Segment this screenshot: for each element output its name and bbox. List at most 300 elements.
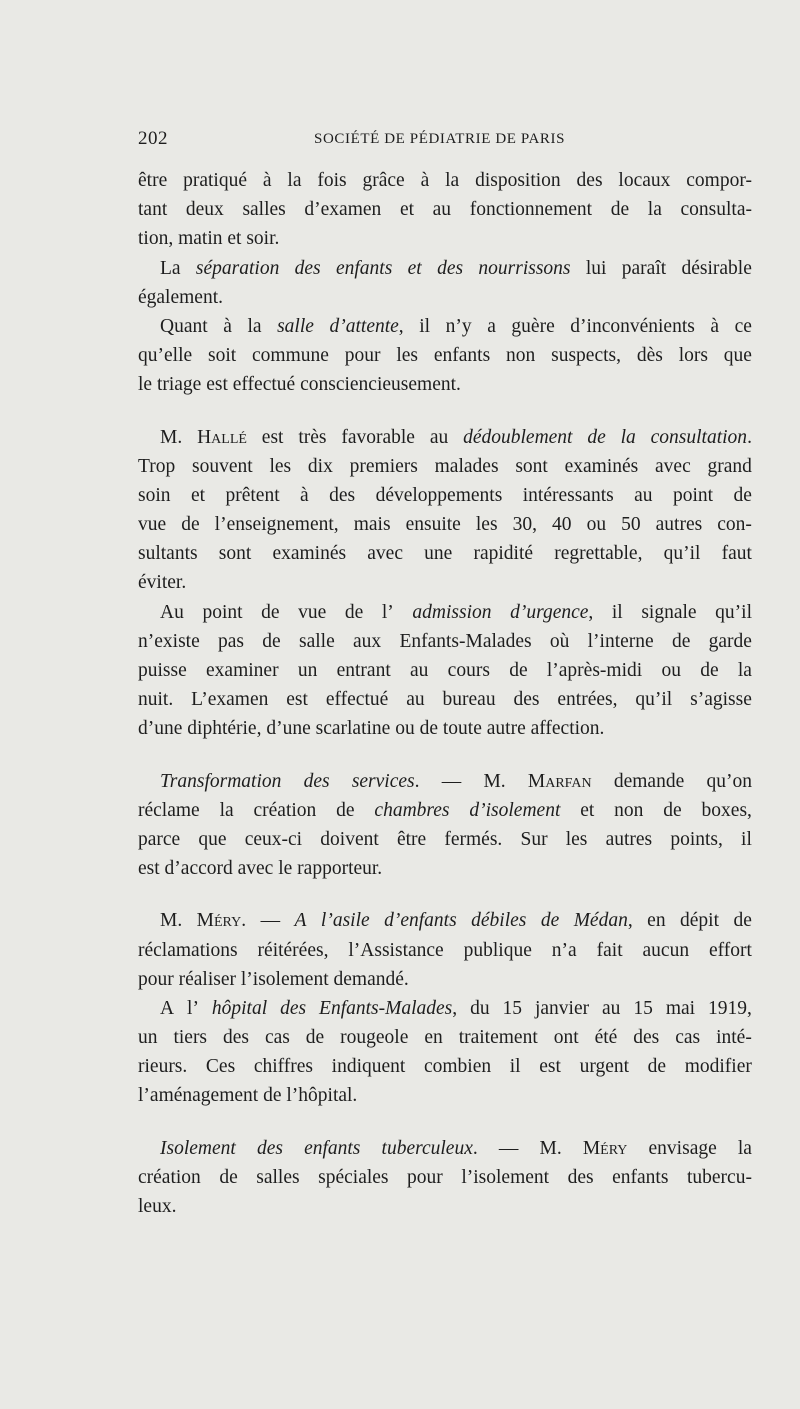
text-line xyxy=(138,598,752,627)
word: tion, xyxy=(138,228,174,250)
word: création xyxy=(138,1166,201,1188)
word: le xyxy=(138,374,153,396)
word: suspects, xyxy=(551,345,621,367)
page-number: 202 xyxy=(138,128,168,149)
text-line xyxy=(138,825,752,854)
word: , xyxy=(588,601,594,623)
word: chiffres xyxy=(253,1056,314,1078)
word: et xyxy=(227,228,242,250)
word: la xyxy=(737,660,752,681)
word: avec xyxy=(367,543,403,565)
word: commune xyxy=(252,345,329,367)
text-line xyxy=(138,1192,752,1221)
word: — xyxy=(441,770,462,792)
word: M. xyxy=(483,770,506,792)
word: Au xyxy=(160,601,184,623)
text-line xyxy=(138,936,752,965)
word: création xyxy=(253,799,317,821)
word: est xyxy=(138,858,160,880)
word: été xyxy=(594,1027,618,1049)
word: . xyxy=(241,910,247,932)
word: la xyxy=(737,1137,752,1159)
word xyxy=(510,598,593,627)
word: l’ xyxy=(187,997,199,1019)
word: vue xyxy=(138,514,167,536)
word: débiles xyxy=(471,910,527,932)
word: rieurs. xyxy=(138,1056,188,1078)
word: consciencieusement. xyxy=(300,374,461,396)
word: regrettable, xyxy=(554,543,643,565)
word: , xyxy=(627,910,633,932)
word: non xyxy=(506,345,536,367)
word: signale xyxy=(641,601,697,623)
word: tubercu- xyxy=(686,1166,752,1188)
paragraph xyxy=(138,166,752,254)
word: l’asile xyxy=(320,910,370,932)
word: Marfan xyxy=(527,770,592,792)
word: les xyxy=(565,828,588,850)
word: séparation xyxy=(195,257,280,279)
word xyxy=(651,423,752,452)
word xyxy=(197,906,246,935)
word: ou xyxy=(661,660,681,681)
word: , xyxy=(398,315,404,337)
word: pour xyxy=(344,345,381,367)
text-line xyxy=(138,656,752,685)
word: être xyxy=(138,170,168,191)
word: A xyxy=(294,910,307,932)
word: tiers xyxy=(173,1027,208,1049)
word: grâce xyxy=(362,170,405,191)
word: éviter. xyxy=(138,572,187,594)
word: aucun xyxy=(642,939,690,961)
paragraph xyxy=(138,254,752,312)
word: parce xyxy=(138,828,181,850)
word: est xyxy=(261,426,284,448)
word: est xyxy=(206,374,228,396)
word: où xyxy=(549,630,570,652)
word xyxy=(574,906,633,935)
word: à xyxy=(262,170,272,191)
word: lors xyxy=(678,345,708,367)
text-line xyxy=(138,452,752,481)
word: à xyxy=(223,315,232,337)
paragraph xyxy=(138,423,752,598)
word: l’aménagement xyxy=(138,1085,259,1107)
word: soin xyxy=(138,484,171,506)
word: nuit. xyxy=(138,689,174,711)
word: qu’il xyxy=(635,689,673,711)
word: rapporteur. xyxy=(297,858,383,880)
text-line xyxy=(138,1081,752,1110)
word: envisage xyxy=(648,1137,717,1159)
word: autre xyxy=(486,718,526,740)
word: pas xyxy=(218,630,245,652)
word: soir. xyxy=(246,228,280,250)
word: salle xyxy=(298,630,335,652)
word: M. xyxy=(539,1137,562,1159)
word: dépit xyxy=(680,910,720,932)
word: enfants xyxy=(304,1137,361,1159)
word: nourrissons xyxy=(478,257,571,279)
body-text xyxy=(138,166,752,1221)
word: urgent xyxy=(579,1056,630,1078)
word: L’examen xyxy=(191,689,269,711)
text-line xyxy=(138,568,752,597)
word: garde xyxy=(708,630,752,652)
word: des xyxy=(222,1027,249,1049)
word: Isolement xyxy=(160,1137,236,1159)
word: consulta- xyxy=(680,199,752,221)
word: fois xyxy=(317,170,347,191)
word: de xyxy=(305,1027,325,1049)
word: l’interne xyxy=(587,630,654,652)
word: guère xyxy=(511,315,555,337)
word: Transformation xyxy=(160,770,282,792)
text-line xyxy=(138,312,752,341)
word: de xyxy=(610,199,630,221)
word: est xyxy=(539,1056,561,1078)
word: et xyxy=(407,257,422,279)
word: au xyxy=(429,426,449,448)
word: janvier xyxy=(534,997,590,1019)
word: aux xyxy=(353,630,382,652)
word: la xyxy=(647,199,662,221)
word: et xyxy=(580,799,595,821)
text-line xyxy=(138,1052,752,1081)
word: avec xyxy=(655,455,691,477)
running-title: SOCIÉTÉ DE PÉDIATRIE DE PARIS xyxy=(314,131,566,147)
word: est xyxy=(286,689,308,711)
word: con- xyxy=(717,514,752,536)
word: examinés xyxy=(272,543,347,565)
word: consultation xyxy=(650,426,748,448)
word: développements xyxy=(375,484,503,506)
word: de xyxy=(733,484,752,506)
text-line xyxy=(138,370,752,399)
word: a xyxy=(487,315,496,337)
word: et xyxy=(399,199,415,221)
word: d’isolement xyxy=(469,799,561,821)
word: admission xyxy=(412,601,492,623)
word: salle xyxy=(277,315,314,337)
word: d’accord xyxy=(164,858,233,880)
text-line xyxy=(138,714,752,743)
text-line xyxy=(138,341,752,370)
word: favorable xyxy=(341,426,415,448)
word: Ces xyxy=(205,1056,236,1078)
word: de xyxy=(181,514,200,536)
word: dès xyxy=(636,345,663,367)
word: sont xyxy=(218,543,252,565)
word: le xyxy=(278,858,293,880)
word: d’examen xyxy=(304,199,382,221)
section-gap xyxy=(138,400,752,423)
word: malades xyxy=(434,455,499,477)
word: de xyxy=(647,1056,667,1078)
word: d’une xyxy=(266,718,311,740)
word: des xyxy=(256,1137,283,1159)
text-line xyxy=(138,224,752,253)
word: de xyxy=(344,601,364,623)
word: bureau xyxy=(442,689,496,711)
word: salles xyxy=(256,1166,300,1188)
word: de xyxy=(336,799,355,821)
word: effort xyxy=(709,939,752,961)
word: il xyxy=(419,315,431,337)
word: dédoublement xyxy=(463,426,573,448)
word: Enfants-Malades xyxy=(399,630,532,652)
word: n’existe xyxy=(138,630,200,652)
word: avec xyxy=(237,858,274,880)
word: entrées, xyxy=(557,689,618,711)
word: effectué xyxy=(325,689,389,711)
word: modifier xyxy=(684,1056,752,1078)
word: 15 xyxy=(633,997,653,1019)
word: prêtent xyxy=(225,484,280,506)
word: que xyxy=(198,828,227,850)
word: toute xyxy=(442,718,482,740)
word: chambres xyxy=(374,799,450,821)
word: qu’il xyxy=(715,601,752,623)
text-line xyxy=(138,796,752,825)
word: effectué xyxy=(232,374,296,396)
text-line xyxy=(138,685,752,714)
word xyxy=(319,994,457,1023)
word: qu’on xyxy=(706,770,752,792)
word: de xyxy=(219,1166,238,1188)
word: 1919, xyxy=(708,997,752,1019)
word: point xyxy=(673,484,714,506)
word: Enfants-Malades xyxy=(319,997,453,1019)
word: Quant xyxy=(160,315,208,337)
word: la xyxy=(445,170,460,191)
paragraph xyxy=(138,994,752,1111)
word: examinés xyxy=(564,455,639,477)
word: compor- xyxy=(686,170,752,191)
word: un xyxy=(297,660,318,681)
word: ou xyxy=(395,718,415,740)
word: La xyxy=(160,257,181,279)
word: au xyxy=(602,997,621,1019)
word: à xyxy=(710,315,720,337)
section-gap xyxy=(138,883,752,906)
paragraph xyxy=(138,906,752,994)
word: il xyxy=(611,601,623,623)
word: l’après-midi xyxy=(546,660,643,681)
word: paraît xyxy=(621,257,667,279)
word: enfants xyxy=(335,257,393,279)
text-line xyxy=(138,1163,752,1192)
word: scarlatine xyxy=(315,718,391,740)
text-line xyxy=(138,906,752,935)
word: d’enfants xyxy=(384,910,457,932)
word: M. xyxy=(160,426,183,448)
word: indiquent xyxy=(331,1056,406,1078)
word: au xyxy=(410,660,429,681)
word: réclamations xyxy=(138,939,238,961)
word xyxy=(329,312,403,341)
word: boxes, xyxy=(701,799,752,821)
word: examiner xyxy=(206,660,279,681)
word: combien xyxy=(423,1056,492,1078)
word: souvent xyxy=(192,455,253,477)
word: grand xyxy=(707,455,752,477)
word: — xyxy=(260,910,281,932)
word: Méry xyxy=(196,910,242,932)
word: Médan xyxy=(573,910,628,932)
word: soit xyxy=(207,345,237,367)
word: d’attente xyxy=(329,315,399,337)
word: — xyxy=(498,1137,519,1159)
text-line xyxy=(138,166,752,195)
word: un xyxy=(138,1027,158,1049)
word: d’inconvénients xyxy=(570,315,695,337)
word: cours xyxy=(447,660,490,681)
paragraph xyxy=(138,767,752,884)
word: que xyxy=(723,345,752,367)
word: également. xyxy=(138,286,223,308)
word: locaux xyxy=(618,170,671,191)
text-line xyxy=(138,195,752,224)
word: deux xyxy=(185,199,224,221)
word: de xyxy=(587,426,606,448)
word: 40 xyxy=(552,514,572,536)
word: sont xyxy=(515,455,548,477)
word: . xyxy=(747,426,752,448)
word: autres xyxy=(655,514,703,536)
word: lui xyxy=(585,257,607,279)
word: de xyxy=(671,630,691,652)
word: de xyxy=(700,660,719,681)
word: rougeole xyxy=(340,1027,409,1049)
word xyxy=(352,767,420,796)
word: l’enseignement, xyxy=(214,514,339,536)
word: enfants xyxy=(433,345,491,367)
word: autres xyxy=(605,828,653,850)
word: ou xyxy=(586,514,607,536)
word: au xyxy=(432,199,452,221)
word: Méry xyxy=(582,1137,628,1159)
word: en xyxy=(647,910,666,932)
word: la xyxy=(219,799,234,821)
word: Trop xyxy=(138,455,176,477)
word: des xyxy=(294,257,321,279)
word: des xyxy=(633,1027,660,1049)
word: des xyxy=(303,770,330,792)
word: hôpital xyxy=(211,997,268,1019)
word: inté- xyxy=(716,1027,752,1049)
word: triage xyxy=(156,374,202,396)
paragraph xyxy=(138,598,752,744)
word: désirable xyxy=(681,257,752,279)
word: l’isolement xyxy=(461,1166,550,1188)
word: une xyxy=(424,543,453,565)
word: l’Assistance xyxy=(348,939,444,961)
word: pour xyxy=(407,1166,443,1188)
paragraph xyxy=(138,312,752,400)
word: traitement xyxy=(458,1027,538,1049)
word: diphtérie, xyxy=(187,718,262,740)
text-line xyxy=(138,1023,752,1052)
text-line xyxy=(138,767,752,796)
section-gap xyxy=(138,744,752,767)
text-line xyxy=(138,510,752,539)
word: A xyxy=(160,997,175,1019)
word: dix xyxy=(307,455,333,477)
word: sultants xyxy=(138,543,198,565)
word: des xyxy=(567,1166,594,1188)
word: cas xyxy=(264,1027,290,1049)
word: n’a xyxy=(551,939,577,961)
word: mai xyxy=(665,997,696,1019)
word: il xyxy=(509,1056,521,1078)
word: de xyxy=(261,601,280,623)
word: de xyxy=(419,718,438,740)
text-line xyxy=(138,965,752,994)
word: Sur xyxy=(520,828,548,850)
word: de xyxy=(262,630,281,652)
word: et xyxy=(190,484,206,506)
word: la xyxy=(247,315,262,337)
word: cas xyxy=(675,1027,701,1049)
word: d’urgence xyxy=(510,601,589,623)
word: du xyxy=(470,997,490,1019)
word: salles xyxy=(242,199,286,221)
word: réitérées, xyxy=(257,939,329,961)
word: de xyxy=(540,910,560,932)
word: de xyxy=(733,910,752,932)
text-line xyxy=(138,423,752,452)
word: fait xyxy=(596,939,623,961)
word: les xyxy=(475,514,498,536)
word: les xyxy=(269,455,292,477)
word: pratiqué xyxy=(183,170,247,191)
word: leux. xyxy=(138,1196,177,1217)
word: être xyxy=(396,828,427,850)
paragraph xyxy=(138,1134,752,1222)
word: des xyxy=(437,257,464,279)
word: mais xyxy=(353,514,391,536)
word: ce xyxy=(734,315,752,337)
word: de xyxy=(663,799,682,821)
section-gap xyxy=(138,1111,752,1134)
word: qu’elle xyxy=(138,345,193,367)
text-line xyxy=(138,481,752,510)
word: très xyxy=(298,426,327,448)
word: la xyxy=(287,170,302,191)
page-header xyxy=(138,128,752,160)
word: l’isolement xyxy=(240,968,329,990)
word: qu’il xyxy=(663,543,701,565)
word: demandé. xyxy=(333,968,409,990)
word: il xyxy=(741,828,752,850)
word: ceux-ci xyxy=(244,828,303,850)
word: puisse xyxy=(138,660,187,681)
word: points, xyxy=(670,828,723,850)
text-line xyxy=(138,627,752,656)
word: enfants xyxy=(612,1166,669,1188)
word: disposition xyxy=(475,170,561,191)
word: . xyxy=(414,770,420,792)
word: point xyxy=(202,601,243,623)
word: s’agisse xyxy=(690,689,752,711)
word: affection. xyxy=(530,718,605,740)
word: Hallé xyxy=(197,426,247,448)
word: , xyxy=(452,997,458,1019)
word: n’y xyxy=(445,315,472,337)
word: demande xyxy=(613,770,685,792)
